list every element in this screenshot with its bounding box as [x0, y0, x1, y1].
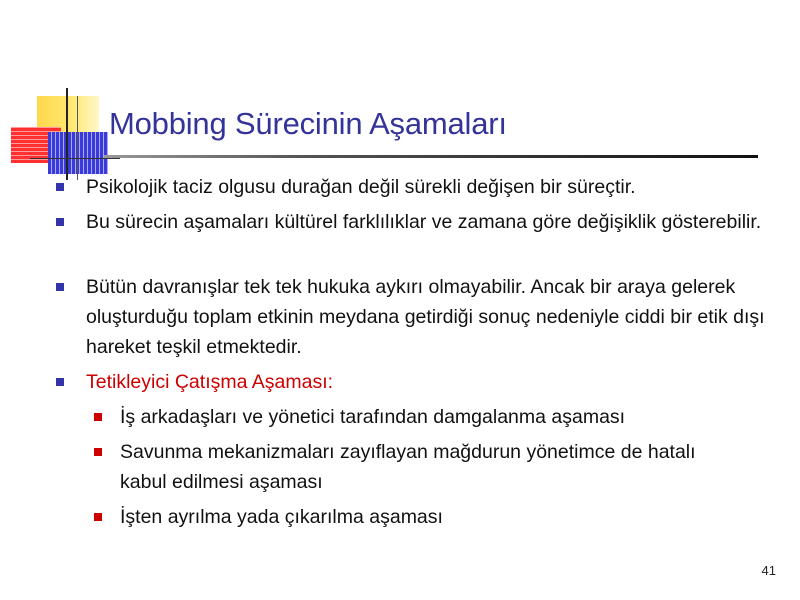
- square-bullet-icon: [56, 183, 64, 191]
- square-bullet-icon: [94, 448, 102, 456]
- sub-bullet-text: İş arkadaşları ve yönetici tarafından damgalanma aşaması: [120, 406, 626, 428]
- sub-bullet-item: [120, 402, 760, 432]
- logo-blue-square: [48, 132, 108, 174]
- title-underline: [104, 155, 758, 158]
- logo-horizontal-line: [30, 158, 120, 159]
- bullet-item: [86, 172, 766, 202]
- bullet-text: Tetikleyici Çatışma Aşaması:: [86, 371, 334, 393]
- sub-bullet-item: [120, 437, 730, 497]
- bullet-text: Psikolojik taciz olgusu durağan değil sürekli değişen bir süreçtir.: [86, 176, 636, 198]
- sub-bullet-text: Savunma mekanizmaları zayıflayan mağdurun yönetimce de hatalı kabul edilmesi aşaması: [120, 441, 696, 493]
- bullet-item: [86, 207, 766, 237]
- square-bullet-icon: [56, 378, 64, 386]
- square-bullet-icon: [56, 218, 64, 226]
- page-number: 41: [761, 563, 776, 578]
- square-bullet-icon: [94, 513, 102, 521]
- slide-title: Mobbing Sürecinin Aşamaları: [109, 106, 507, 141]
- square-bullet-icon: [56, 283, 64, 291]
- logo-vertical-line: [66, 88, 68, 180]
- bullet-item-highlight: [86, 367, 766, 397]
- sub-bullet-item: [120, 502, 760, 532]
- logo-vertical-line-thin: [77, 96, 78, 180]
- bullet-text: Bu sürecin aşamaları kültürel farklılıklar ve zamana göre değişiklik gösterebilir.: [86, 211, 762, 233]
- bullet-text: Bütün davranışlar tek tek hukuka aykırı olmayabilir. Ancak bir araya gelerek oluşturduğu toplam etkinin meydana getirdiği sonuç nedeniyle ciddi bir etik dışı hareket teşkil etmektedir.: [86, 276, 765, 358]
- square-bullet-icon: [94, 413, 102, 421]
- sub-bullet-text: İşten ayrılma yada çıkarılma aşaması: [120, 506, 443, 528]
- decorative-logo: [0, 0, 120, 180]
- bullet-item: [86, 272, 766, 362]
